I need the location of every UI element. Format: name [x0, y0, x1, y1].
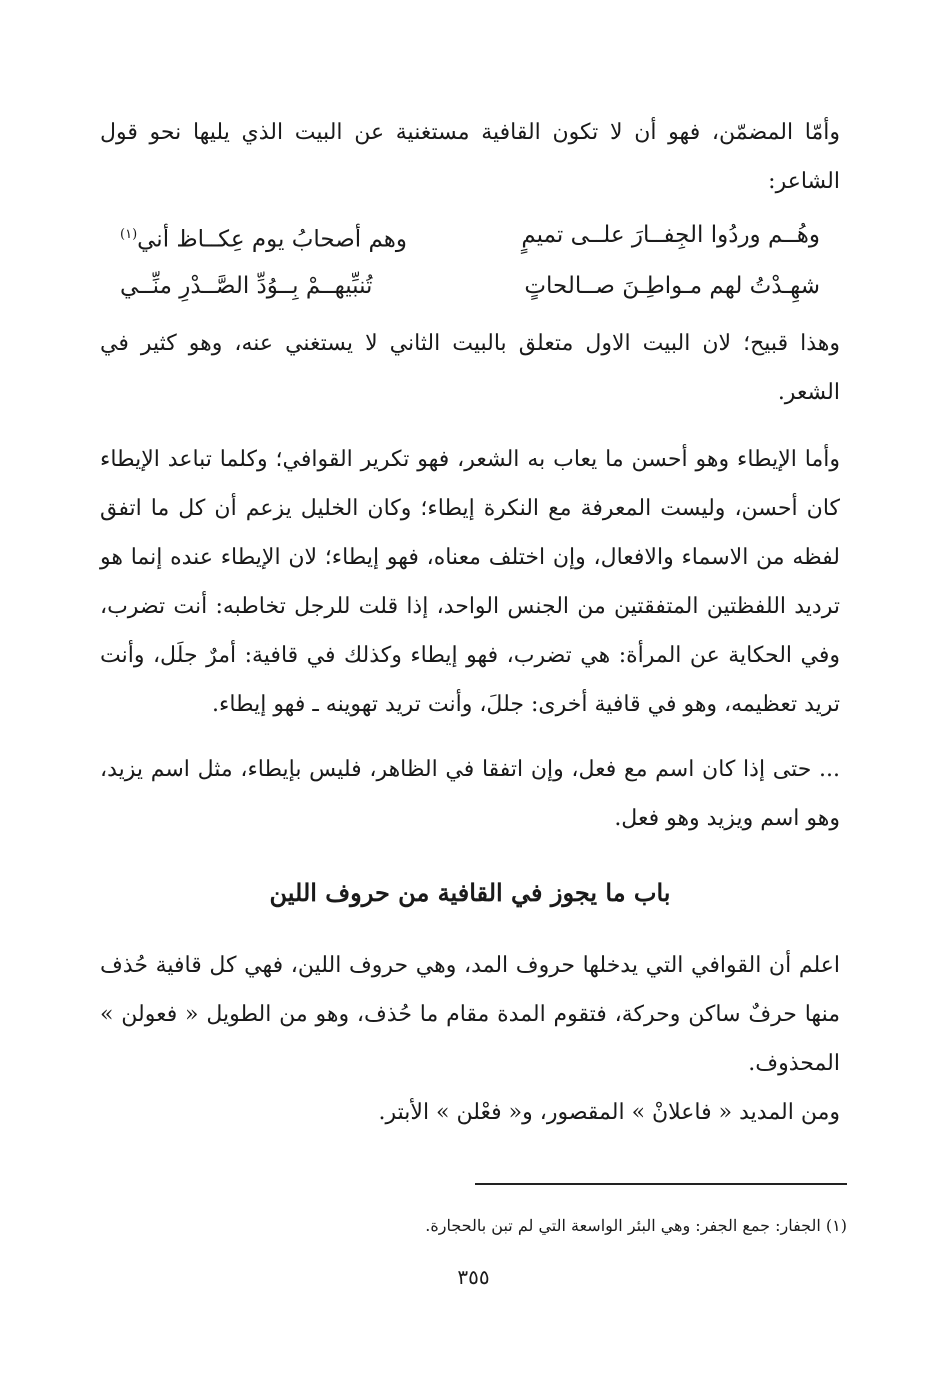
verse-1-first-hemistich: وهُــم وردُوا الجِفــارَ علــى تميمٍ	[521, 222, 820, 248]
verse-2-second-hemistich: تُنبِّيهــمْ بِــوُدِّ الصَّــدْرِ منِّــي	[120, 272, 373, 299]
paragraph-qabih: وهذا قبيح؛ لان البيت الاول متعلق بالبيت الثاني لا يستغني عنه، وهو كثير في الشعر.	[100, 330, 840, 405]
verse-line-2	[120, 263, 820, 309]
paragraph-madid: ومن المديد « فاعلانْ » المقصور، و« فعْلن » الأبتر.	[378, 1099, 840, 1125]
footnote-divider	[475, 1183, 847, 1185]
page-content	[100, 108, 840, 1141]
footnote-text: (١) الجفار: جمع الجفر: وهي البئر الواسعة التي لم تبن بالحجارة.	[425, 1216, 847, 1235]
verse-line-1	[120, 212, 820, 263]
paragraph-hatta: ... حتى إذا كان اسم مع فعل، وإن اتفقا في الظاهر، فليس بإيطاء، مثل اسم يزيد، وهو اسم ويزيد وهو فعل.	[100, 756, 840, 831]
verse-2-first-hemistich: شهِـدْتُ لهم مـواطِـنَ صــالحاتٍ	[524, 272, 820, 299]
paragraph-iilam: اعلم أن القوافي التي يدخلها حروف المد، وهي حروف اللين، فهي كل قافية حُذف منها حرفٌ ساكن وحركة، فتقوم المدة مقام ما حُذف، وهو من الطويل « فعولن » المحذوف.	[100, 952, 840, 1076]
verse-1-second-hemistich: وهم أصحابُ يوم عِكــاظ أني$^{(١)}$	[120, 226, 408, 253]
paragraph-mudammin: وأمّا المضمّن، فهو أن لا تكون القافية مستغنية عن البيت الذي يليها نحو قول الشاعر:	[100, 120, 840, 194]
paragraph-itaa: وأما الإيطاء وهو أحسن ما يعاب به الشعر، فهو تكرير القوافي؛ وكلما تباعد الإيطاء كان أحسن، وليست المعرفة مع النكرة إيطاء؛ وكان الخليل يزعم أن كل ما اتفق لفظه من الاسماء والافعال، وإن اختلف معناه، فهو إيطاء؛ لان الإيطاء عنده إنما هو ترديد اللفظتين المتفقتين من الجنس الواحد، إذا قلت للرجل تخاطبه: أنت تضرب، وفي الحكاية عن المرأة: هي تضرب، فهو إيطاء وكذلك في قافية: أمرٌ جلَل، وأنت تريد تعظيمه، وهو في قافية أخرى: جللَ، وأنت تريد تهوينه ـ فهو إيطاء.	[100, 446, 840, 717]
poem-verses	[120, 212, 820, 309]
footnote-marker: (١)	[120, 227, 138, 242]
section-heading: باب ما يجوز في القافية من حروف اللين	[269, 877, 671, 907]
page-number: ٣٥٥	[457, 1265, 490, 1289]
